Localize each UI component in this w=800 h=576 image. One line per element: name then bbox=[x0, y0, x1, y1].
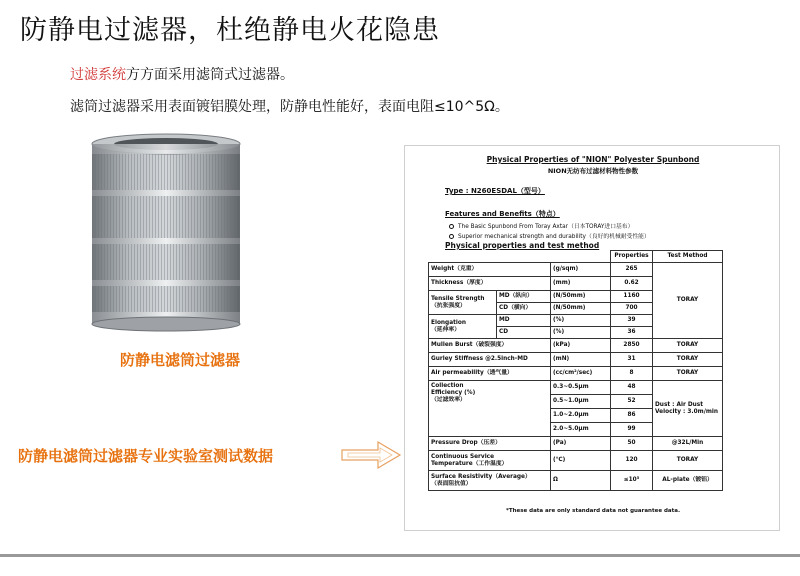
feature-text: Superior mechanical strength and durability（良好的机械耐受性能） bbox=[458, 234, 650, 240]
intro-line-2: 滤筒过滤器采用表面镀铝膜处理，防静电性能好，表面电阻≤10^5Ω。 bbox=[70, 99, 509, 115]
bottom-divider bbox=[0, 554, 800, 557]
sheet-title-cn: NION无纺布过滤材料物性参数 bbox=[547, 167, 639, 175]
sheet-type: Type : N260ESDAL（型号） bbox=[445, 187, 545, 195]
table-row: Continuous Service Temperature（工作温度） (℃) 120 TORAY bbox=[429, 451, 723, 471]
circle-bullet-icon bbox=[449, 234, 454, 239]
intro-line-1 bbox=[70, 64, 294, 84]
table-row: 0.5~1.0μm 52 bbox=[429, 395, 723, 409]
intro-highlight: 过滤系统 bbox=[70, 67, 126, 83]
col-test-method: Test Method bbox=[653, 251, 723, 263]
sheet-title-en: Physical Properties of "NION" Polyester Spunbond bbox=[486, 155, 700, 164]
page-title: 防静电过滤器，杜绝静电火花隐患 bbox=[20, 15, 440, 46]
lab-data-caption: 防静电滤筒过滤器专业实验室测试数据 bbox=[18, 447, 274, 465]
table-row: Collection Efficiency (%) （过滤效率） 0.3~0.5μm 48 Dust : Air Dust Velocity : 3.0m/min bbox=[429, 381, 723, 395]
table-row: Gurley Stiffness @2.5inch-MD (mN) 31 TORAY bbox=[429, 353, 723, 367]
features-heading: Features and Benefits（特点） bbox=[445, 210, 560, 218]
table-row: Thickness（厚度） (mm) 0.62 bbox=[429, 277, 723, 291]
lab-test-data-sheet bbox=[404, 145, 780, 531]
properties-heading: Physical properties and test method bbox=[445, 241, 600, 250]
table-row: Mullen Burst（破裂强度） (kPa) 2850 TORAY bbox=[429, 339, 723, 353]
toray-method-group: TORAY bbox=[653, 263, 723, 339]
table-row: Elongation （延伸率） MD (%) 39 bbox=[429, 315, 723, 327]
table-row: Pressure Drop（压差） (Pa) 50 @32L/Min bbox=[429, 437, 723, 451]
table-row: CD (%) 36 bbox=[429, 327, 723, 339]
table-row: 2.0~5.0μm 99 bbox=[429, 423, 723, 437]
arrow-right-icon bbox=[340, 440, 402, 470]
table-row: Surface Resistivity（Average） （表面阻抗值） Ω ≤10⁵ AL-plate（镀铝） bbox=[429, 471, 723, 491]
filter-cartridge-illustration bbox=[76, 130, 256, 335]
table-row: Tensile Strength （抗张强度） MD（纵向） (N/50mm) 1160 bbox=[429, 291, 723, 303]
circle-bullet-icon bbox=[449, 224, 454, 229]
table-row: Air permeability（透气量） (cc/cm²/sec) 8 TORAY bbox=[429, 367, 723, 381]
feature-item bbox=[449, 221, 633, 230]
sheet-footnote: *These data are only standard data not guarantee data. bbox=[505, 508, 681, 514]
feature-text: The Basic Spunbond From Toray Axtar（日本TORAY进口基布） bbox=[458, 224, 634, 230]
table-header-row bbox=[429, 251, 723, 263]
table-row: 1.0~2.0μm 86 bbox=[429, 409, 723, 423]
intro-line-1-text: 方方面采用滤筒式过滤器。 bbox=[126, 67, 294, 83]
filter-caption: 防静电滤筒过滤器 bbox=[120, 351, 241, 369]
table-row: CD（横向） (N/50mm) 700 bbox=[429, 303, 723, 315]
table-row: Weight（克重） (g/sqm) 265 TORAY bbox=[429, 263, 723, 277]
properties-table bbox=[428, 250, 723, 491]
filter-cartridge-image bbox=[76, 130, 256, 335]
col-properties: Properties bbox=[611, 251, 653, 263]
feature-item bbox=[449, 231, 650, 240]
data-sheet-content bbox=[405, 146, 781, 532]
